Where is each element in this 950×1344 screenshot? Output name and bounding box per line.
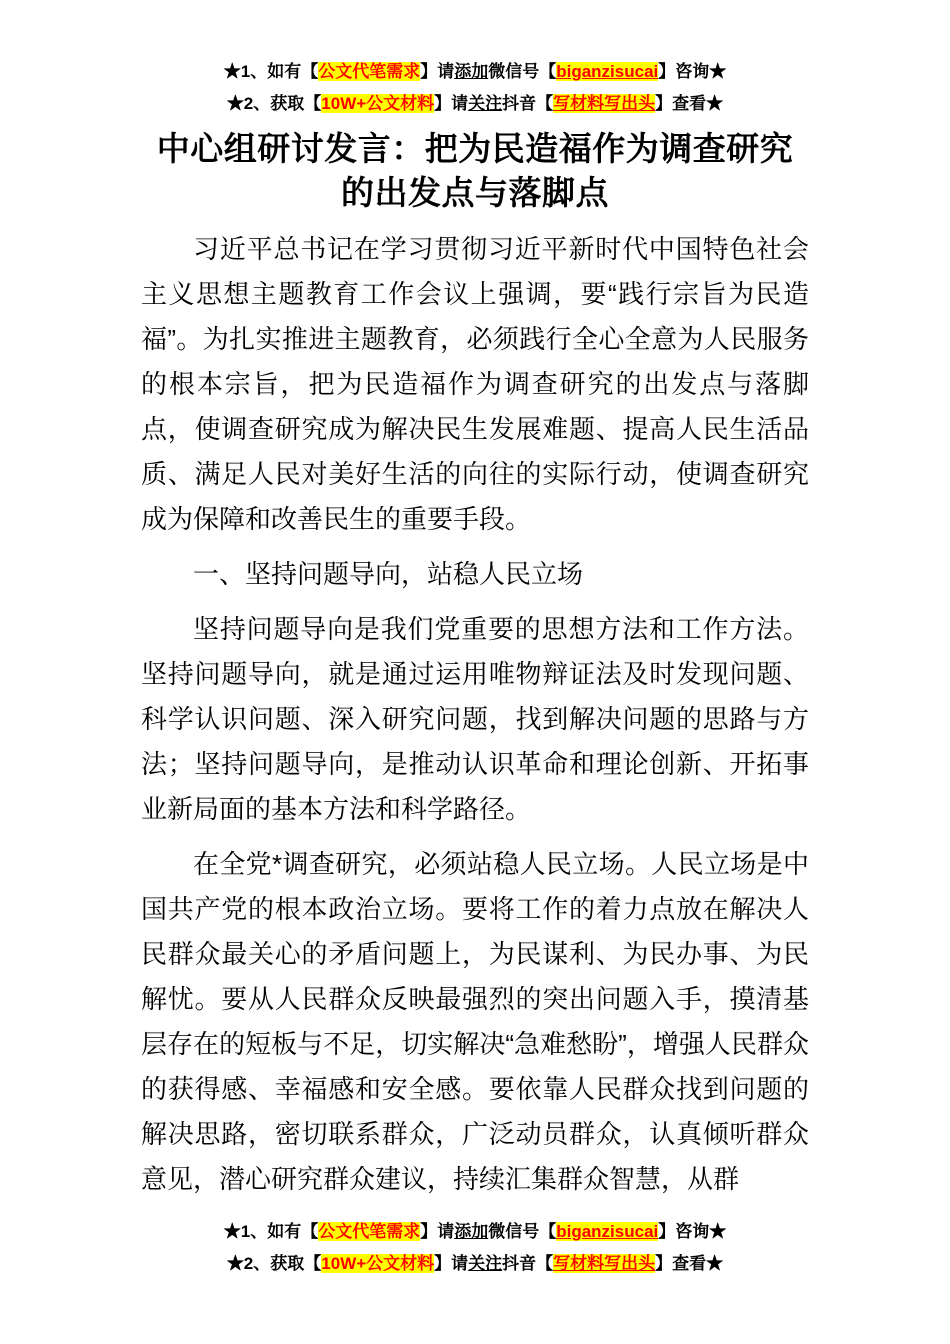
promo-text-segment: 公文代笔需求 [318,62,421,81]
promo-text-segment: 】请 [420,62,455,81]
page-footer [0,1216,950,1280]
promo-text-segment: 】咨询★ [658,1222,727,1241]
promo-text-segment: ★2、获取【 [226,94,322,113]
promo-text-segment: ★1、如有【 [223,62,319,81]
section-heading-1: 一、坚持问题导向，站稳人民立场 [193,559,584,589]
page-header [0,0,950,120]
promo-text-segment: 关注 [468,94,503,113]
promo-text-segment: 写材料写出头 [553,94,656,113]
promo-text-segment: biganzisucai [556,62,659,81]
promo-text-segment: ★1、如有【 [223,1222,319,1241]
promo-text-segment: 抖音【 [502,1254,554,1273]
promo-text-segment: 】请 [420,1222,455,1241]
footer-promo-line-2 [0,1248,950,1280]
paragraph-problem-orientation: 坚持问题导向是我们党重要的思想方法和工作方法。坚持问题导向，就是通过运用唯物辩证法及时发现问题、科学认识问题、深入研究问题，找到解决问题的思路与方法；坚持问题导向，是推动认识革命和理论创新、开拓事业新局面的基本方法和科学路径。 [141,614,809,824]
promo-text-segment: 10W+公文材料 [321,1254,435,1273]
promo-text-segment: 】请 [434,94,469,113]
promo-text-segment: 】查看★ [655,94,724,113]
promo-text-segment: ★2、获取【 [226,1254,322,1273]
footer-promo-line-1 [0,1216,950,1248]
promo-text-segment: 微信号【 [488,62,557,81]
promo-text-segment: 】咨询★ [658,62,727,81]
promo-text-segment: 】查看★ [655,1254,724,1273]
header-promo-line-2 [0,88,950,120]
promo-text-segment: biganzisucai [556,1222,659,1241]
paragraph-intro: 习近平总书记在学习贯彻习近平新时代中国特色社会主义思想主题教育工作会议上强调，要“践行宗旨为民造福”。为扎实推进主题教育，必须践行全心全意为人民服务的根本宗旨，把为民造福作为调查研究的出发点与落脚点，使调查研究成为解决民生发展难题、提高人民生活品质、满足人民对美好生活的向往的实际行动，使调查研究成为保障和改善民生的重要手段。 [141,234,809,534]
promo-text-segment: 添加 [454,1222,489,1241]
paragraph-people-stance: 在全党*调查研究，必须站稳人民立场。人民立场是中国共产党的根本政治立场。要将工作的着力点放在解决人民群众最关心的矛盾问题上，为民谋利、为民办事、为民解忧。要从人民群众反映最强烈的突出问题入手，摸清基层存在的短板与不足，切实解决“急难愁盼”，增强人民群众的获得感、幸福感和安全感。要依靠人民群众找到问题的解决思路，密切联系群众，广泛动员群众，认真倾听群众意见，潜心研究群众建议，持续汇集群众智慧，从群 [141,849,809,1194]
promo-text-segment: 公文代笔需求 [318,1222,421,1241]
promo-text-segment: 抖音【 [502,94,554,113]
promo-text-segment: 关注 [468,1254,503,1273]
promo-text-segment: 10W+公文材料 [321,94,435,113]
header-promo-line-1 [0,56,950,88]
promo-text-segment: 写材料写出头 [553,1254,656,1273]
promo-text-segment: 添加 [454,62,489,81]
document-title: 中心组研讨发言：把为民造福作为调查研究的出发点与落脚点 [156,130,794,211]
promo-text-segment: 微信号【 [488,1222,557,1241]
promo-text-segment: 】请 [434,1254,469,1273]
document-body [141,227,809,1205]
